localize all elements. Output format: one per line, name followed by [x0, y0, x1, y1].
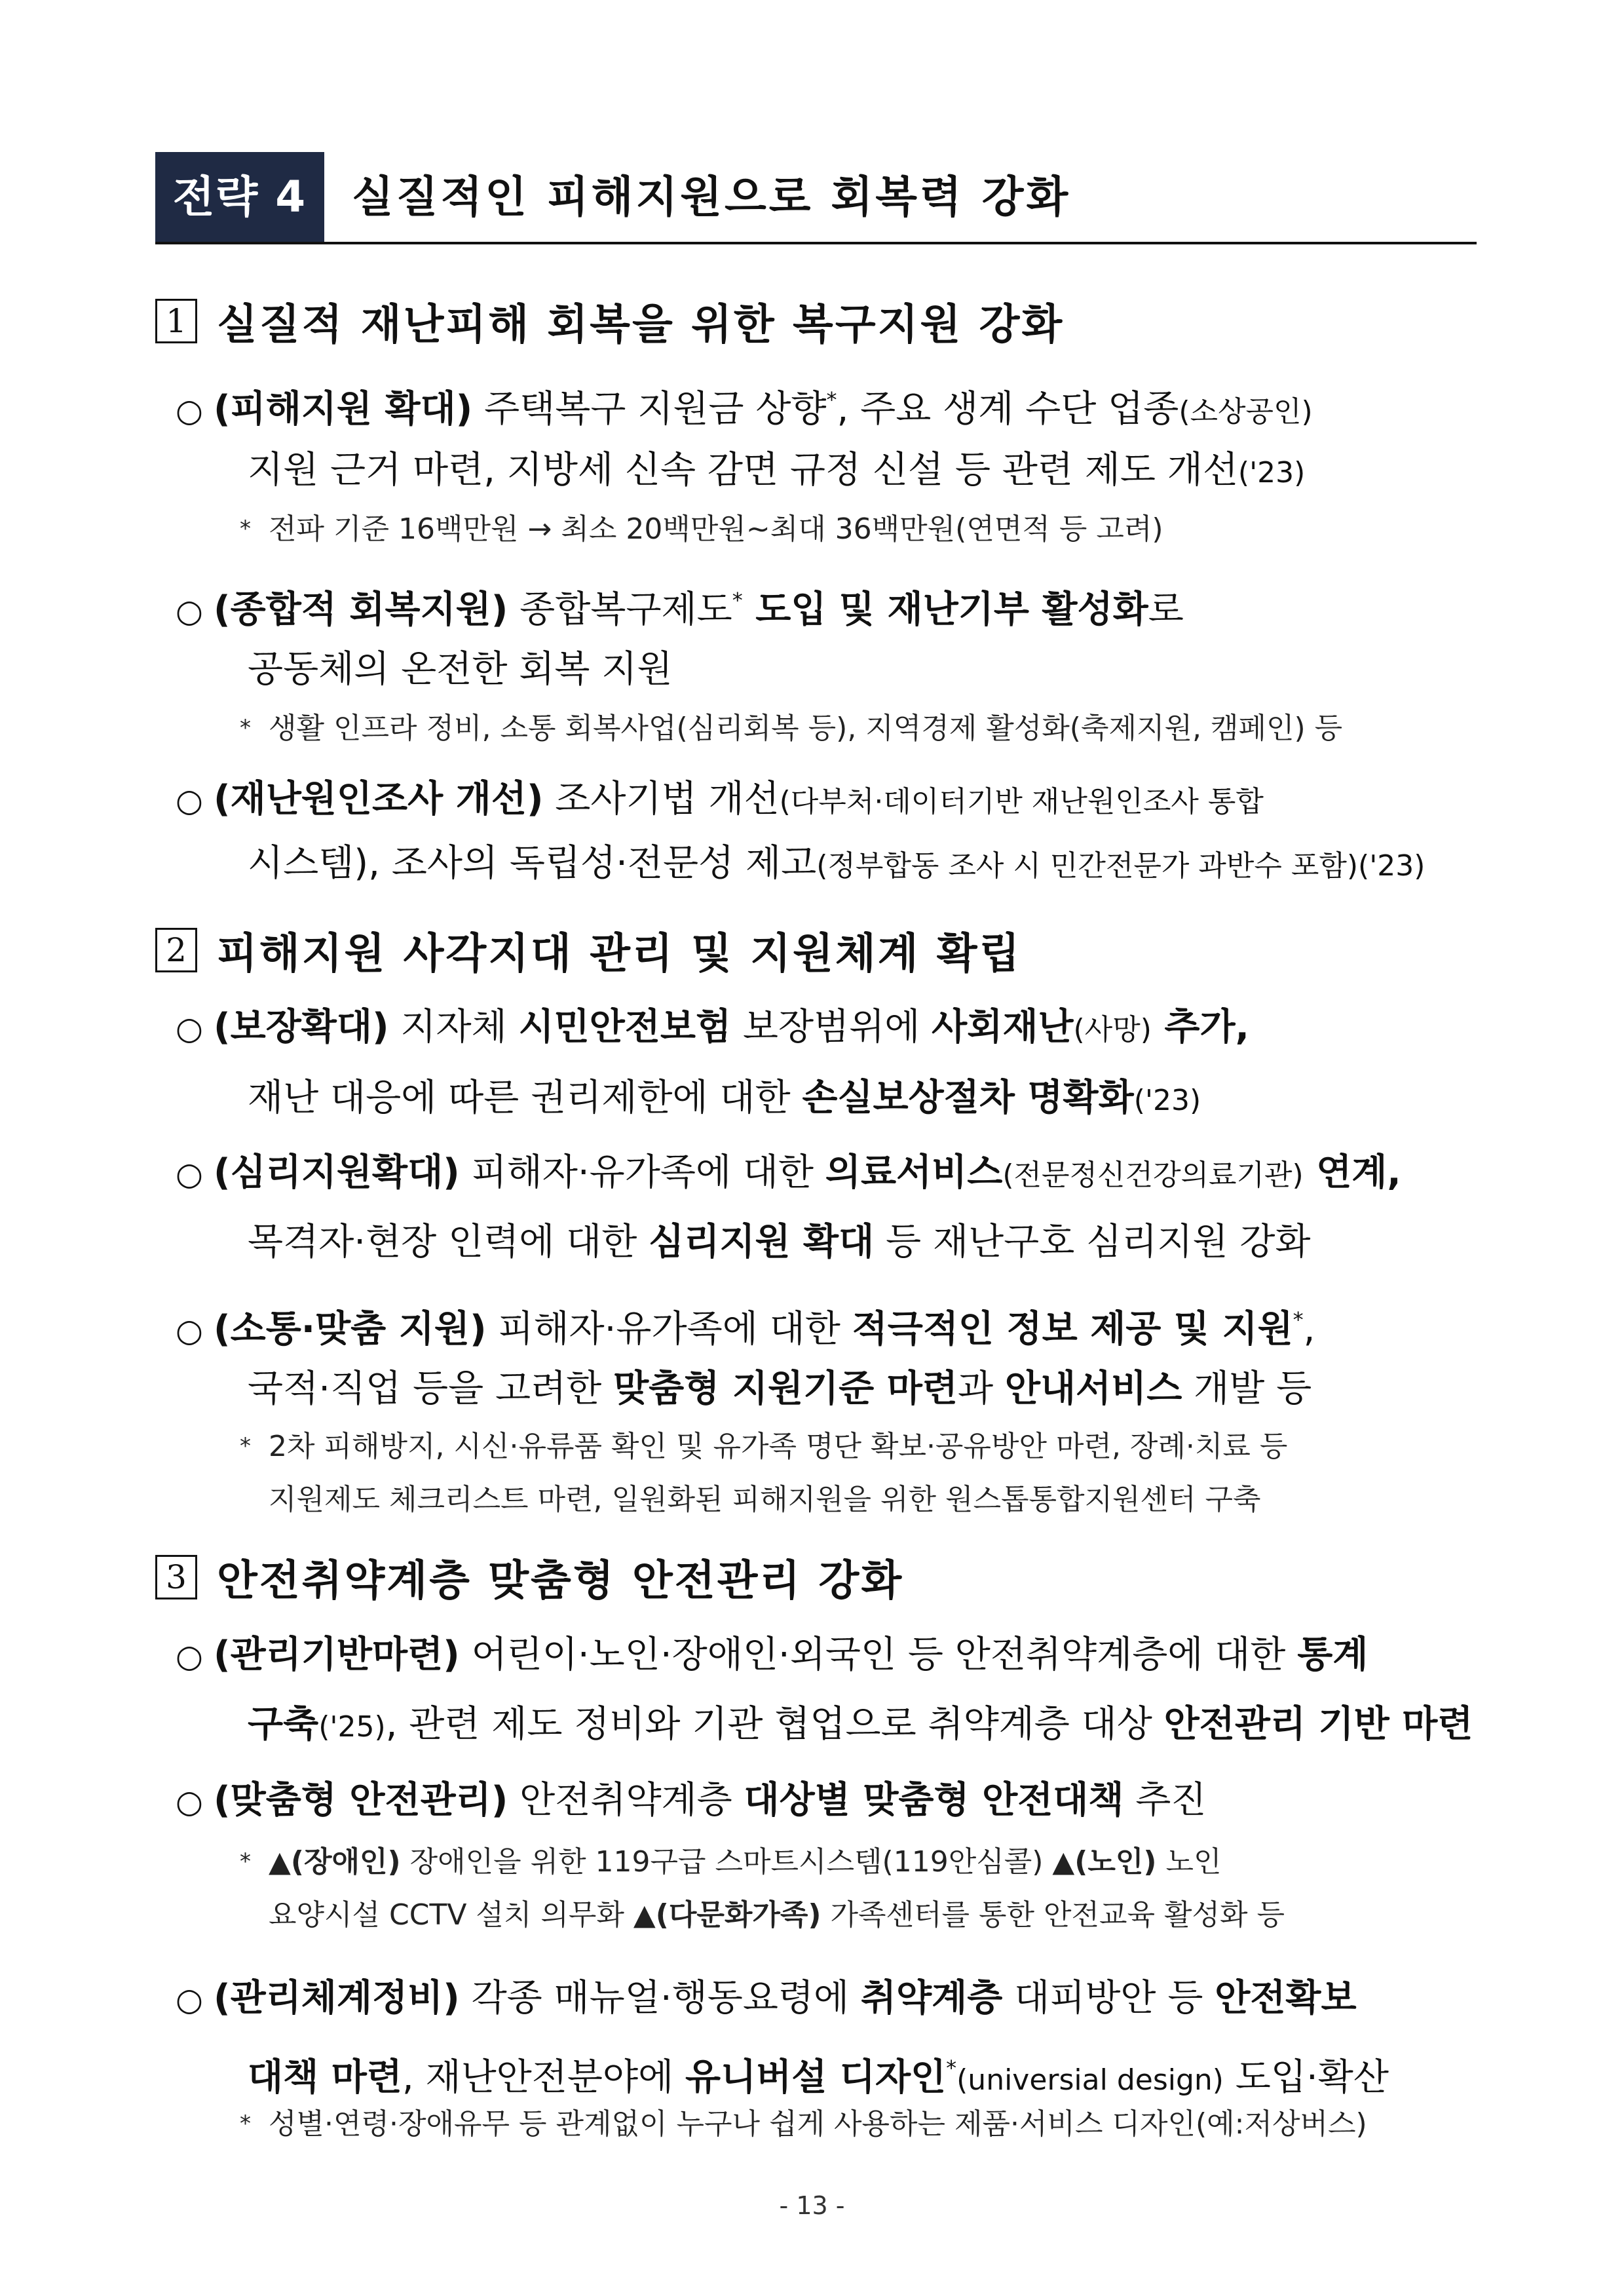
item-bold-text: 안전관리 기반 마련 — [1163, 1703, 1473, 1746]
item-continuation — [248, 435, 1305, 508]
triangle-icon: ▲ — [269, 1845, 291, 1879]
bullet-circle-icon: ○ — [176, 1312, 203, 1349]
item-text: 지자체 — [388, 1006, 519, 1048]
bullet-item — [176, 1620, 1368, 1692]
asterisk-icon: * — [240, 2111, 251, 2137]
item-continuation — [248, 828, 1425, 902]
section-title: 실질적 재난피해 회복을 위한 복구지원 강화 — [217, 301, 1065, 349]
footnote-text: 요양시설 CCTV 설치 의무화 ▲ — [269, 1898, 656, 1932]
item-text: 과 — [957, 1368, 1005, 1410]
item-head: (피해지원 확대) — [214, 388, 473, 430]
bullet-circle-icon: ○ — [176, 1010, 203, 1047]
item-bold-text: 의료서비스 — [825, 1151, 1003, 1194]
item-head: (심리지원확대) — [214, 1151, 460, 1194]
item-head: (맞춤형 안전관리) — [214, 1779, 508, 1822]
footnote-mark: * — [1293, 1307, 1304, 1332]
item-small-text: ('25) — [318, 1710, 386, 1744]
footnote-bold-text: (다문화가족) — [655, 1898, 821, 1932]
footnote-mark: * — [826, 387, 837, 412]
section-number: 1 — [155, 299, 197, 343]
item-head: (보장확대) — [214, 1006, 389, 1048]
item-continuation — [248, 1063, 1201, 1136]
item-text: 국적·직업 등을 고려한 — [248, 1368, 614, 1410]
item-text: 개발 등 — [1182, 1368, 1312, 1410]
item-bold-text: 유니버설 디자인 — [685, 2056, 947, 2099]
item-text: 등 재난구호 심리지원 강화 — [874, 1221, 1311, 1263]
item-bold-text: 손실보상절차 명확화 — [802, 1077, 1134, 1119]
item-small-text: ('23) — [1133, 1084, 1201, 1117]
item-text: 추진 — [1124, 1779, 1207, 1822]
item-text: 재난 대응에 따른 권리제한에 대한 — [248, 1077, 803, 1119]
item-text: 안전취약계층 — [508, 1779, 744, 1822]
footnote-text: 노인 — [1156, 1845, 1222, 1879]
item-bold-text: 통계 — [1297, 1634, 1369, 1676]
bullet-item — [176, 1765, 1207, 1837]
item-text: , 주요 생계 수단 업종 — [837, 388, 1179, 430]
asterisk-icon: * — [240, 1433, 251, 1459]
item-bold-text: 시민안전보험 — [518, 1006, 732, 1048]
footnote — [240, 1417, 1287, 1476]
item-bold-text: 취약계층 — [860, 1977, 1003, 2019]
item-continuation — [248, 1689, 1473, 1763]
item-text: 대피방안 등 — [1002, 1977, 1215, 2019]
item-text: 종합복구제도 — [508, 588, 732, 631]
item-continuation — [248, 1207, 1311, 1278]
item-small-text: (다부처·데이터기반 재난원인조사 통합 — [779, 785, 1264, 818]
item-small-text: (소상공인) — [1179, 395, 1313, 429]
item-head: (관리체계정비) — [214, 1977, 460, 2019]
bullet-item — [176, 1138, 1401, 1211]
strategy-header — [155, 152, 1477, 244]
item-head: (종합적 회복지원) — [214, 588, 508, 631]
item-small-text: ('23) — [1237, 456, 1306, 489]
item-continuation — [248, 634, 672, 705]
bullet-item — [176, 1963, 1357, 2035]
item-bold-text: 구축 — [248, 1703, 319, 1746]
asterisk-icon: * — [240, 516, 251, 542]
item-text: , — [1303, 1308, 1315, 1350]
item-bold-text: 심리지원 확대 — [649, 1221, 875, 1263]
asterisk-icon: * — [240, 715, 251, 741]
item-small-text: (정부합동 조사 시 민간전문가 과반수 포함)('23) — [816, 849, 1426, 883]
footnote — [240, 1832, 1221, 1892]
item-head: (관리기반마련) — [214, 1634, 460, 1676]
asterisk-icon: * — [240, 1848, 251, 1875]
strategy-tag: 전략 4 — [155, 152, 324, 242]
footnote-continuation — [269, 1886, 1285, 1945]
footnote-text: 지원제도 체크리스트 마련, 일원화된 피해지원을 위한 원스톱통합지원센터 구축 — [269, 1483, 1261, 1516]
item-continuation — [248, 1354, 1312, 1425]
item-bold-text: 대책 마련 — [248, 2056, 402, 2099]
footnote-text: 2차 피해방지, 시신·유류품 확인 및 유가족 명단 확보·공유방안 마련, 장례·치료 등 — [269, 1430, 1288, 1463]
strategy-title: 실질적인 피해지원으로 회복력 강화 — [352, 172, 1071, 222]
page-number: - 13 - — [779, 2191, 845, 2220]
footnote-text: 생활 인프라 정비, 소통 회복사업(심리회복 등), 지역경제 활성화(축제지원, 캠페인) 등 — [269, 712, 1343, 745]
bullet-item — [176, 992, 1249, 1065]
item-bold-text: 도입 및 재난기부 활성화 — [742, 588, 1148, 631]
item-bold-text: 연계, — [1303, 1151, 1401, 1194]
item-text: 로 — [1148, 588, 1184, 631]
item-text: 주택복구 지원금 상향 — [472, 388, 827, 430]
item-text: , 관련 제도 정비와 기관 협업으로 취약계층 대상 — [385, 1703, 1164, 1746]
item-head: (소통·맞춤 지원) — [214, 1308, 487, 1350]
footnote-text: 가족센터를 통한 안전교육 활성화 등 — [821, 1898, 1285, 1932]
bullet-circle-icon: ○ — [176, 782, 203, 819]
section-heading-3 — [155, 1548, 903, 1607]
item-text: 공동체의 온전한 회복 지원 — [248, 648, 673, 691]
bullet-circle-icon: ○ — [176, 1981, 203, 2018]
item-text: 도입·확산 — [1223, 2056, 1389, 2099]
item-bold-text: 적극적인 정보 제공 및 지원 — [852, 1308, 1293, 1350]
footnote-bold-text: (장애인) — [290, 1845, 401, 1879]
item-bold-text: 안내서비스 — [1004, 1368, 1182, 1410]
item-text: 보장범위에 — [731, 1006, 932, 1048]
footnote — [240, 698, 1342, 758]
section-title: 안전취약계층 맞춤형 안전관리 강화 — [217, 1557, 904, 1605]
bullet-item — [176, 764, 1264, 837]
footnote-mark: * — [946, 2056, 957, 2080]
section-title: 피해지원 사각지대 관리 및 지원체계 확립 — [217, 930, 1022, 978]
footnote-text: 성별·연령·장애유무 등 관계없이 누구나 쉽게 사용하는 제품·서비스 디자인(예:저상버스) — [269, 2107, 1367, 2141]
footnote-text: 전파 기준 16백만원 → 최소 20백만원∼최대 36백만원(연면적 등 고려) — [269, 512, 1163, 546]
section-number: 3 — [155, 1555, 197, 1599]
footnote — [240, 499, 1163, 559]
item-bold-text: 대상별 맞춤형 안전대책 — [744, 1779, 1124, 1822]
item-bold-text: 사회재난 — [932, 1006, 1074, 1048]
section-heading-1 — [155, 292, 1064, 351]
footnote-mark: * — [732, 588, 743, 613]
footnote — [240, 2094, 1367, 2154]
item-text: 피해자·유가족에 대한 — [486, 1308, 852, 1350]
item-text: 시스템), 조사의 독립성·전문성 제고 — [248, 842, 817, 885]
item-text: 피해자·유가족에 대한 — [459, 1151, 825, 1194]
item-small-text: (universial design) — [956, 2063, 1224, 2097]
item-bold-text: 맞춤형 지원기준 마련 — [613, 1368, 958, 1410]
item-text: 목격자·현장 인력에 대한 — [248, 1221, 649, 1263]
bullet-circle-icon: ○ — [176, 593, 203, 630]
bullet-circle-icon: ○ — [176, 1638, 203, 1675]
item-bold-text: 추가, — [1151, 1006, 1249, 1048]
bullet-circle-icon: ○ — [176, 1784, 203, 1820]
item-text: 각종 매뉴얼·행동요령에 — [459, 1977, 861, 2019]
footnote-bold-text: (노인) — [1074, 1845, 1157, 1879]
item-text: , 재난안전분야에 — [402, 2056, 685, 2099]
section-number: 2 — [155, 928, 197, 972]
item-small-text: (전문정신건강의료기관) — [1002, 1158, 1304, 1192]
section-heading-2 — [155, 921, 1021, 980]
item-text: 지원 근거 마련, 지방세 신속 감면 규정 신설 등 관련 제도 개선 — [248, 449, 1238, 491]
item-small-text: (사망) — [1073, 1013, 1152, 1046]
footnote-continuation — [269, 1470, 1261, 1529]
item-head: (재난원인조사 개선) — [214, 778, 544, 820]
item-bold-text: 안전확보 — [1215, 1977, 1357, 2019]
footnote-text: 장애인을 위한 119구급 스마트시스템(119안심콜) ▲ — [400, 1845, 1075, 1879]
item-text: 조사기법 개선 — [543, 778, 780, 820]
item-text: 어린이·노인·장애인·외국인 등 안전취약계층에 대한 — [459, 1634, 1298, 1676]
bullet-circle-icon: ○ — [176, 1156, 203, 1193]
bullet-circle-icon: ○ — [176, 392, 203, 429]
